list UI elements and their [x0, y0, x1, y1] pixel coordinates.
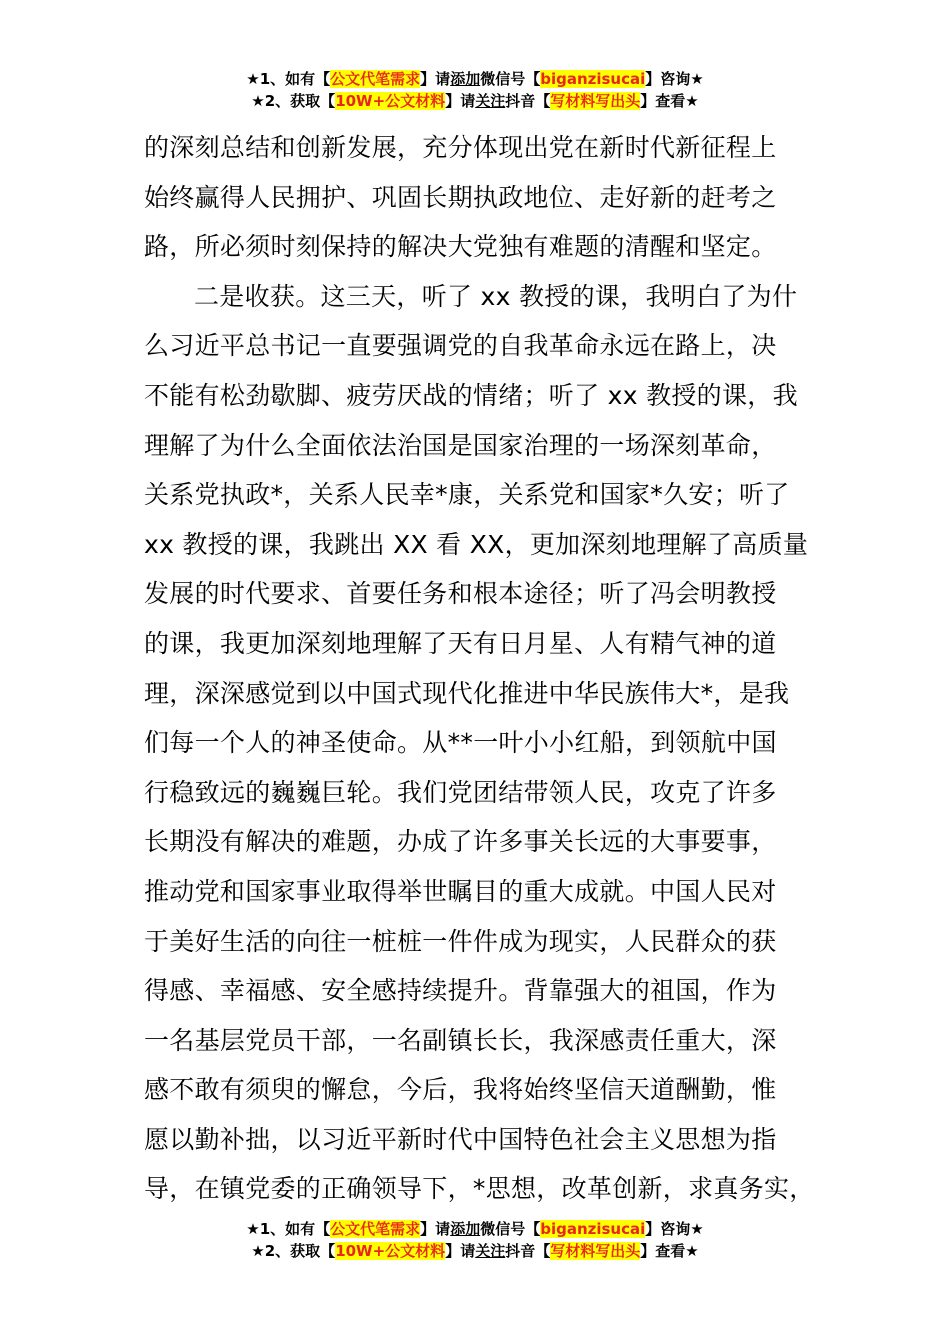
- highlight-douyin-account: 写材料写出头: [550, 92, 641, 110]
- banner-text: ★1、如有【: [246, 70, 331, 88]
- highlight-douyin-account: 写材料写出头: [550, 1242, 641, 1260]
- banner-line-2: [0, 1240, 950, 1262]
- body-line-paragraph-start: 二是收获。这三天，听了 xx 教授的课，我明白了为什: [194, 281, 798, 311]
- banner-text: 】查看★: [640, 1242, 699, 1260]
- banner-text: 】咨询★: [645, 70, 704, 88]
- banner-line-1: [0, 68, 950, 90]
- body-line: 关系党执政*，关系人民幸*康，关系党和国家*久安；听了: [144, 480, 790, 510]
- body-line: 得感、幸福感、安全感持续提升。背靠强大的祖国，作为: [144, 976, 777, 1006]
- body-line: 发展的时代要求、首要任务和根本途径；听了冯会明教授: [144, 579, 777, 609]
- body-line: 的深刻总结和创新发展，充分体现出党在新时代新征程上: [144, 133, 777, 162]
- banner-underlined-text: 添加: [450, 70, 481, 88]
- body-line: 长期没有解决的难题，办成了许多事关长远的大事要事，: [144, 827, 777, 857]
- banner-line-2: [0, 90, 950, 112]
- highlight-wechat-id: biganzisucai: [540, 70, 646, 88]
- body-line: xx 教授的课，我跳出 XX 看 XX，更加深刻地理解了高质量: [144, 529, 809, 559]
- banner-text: 】咨询★: [645, 1220, 704, 1238]
- highlight-materials: 10W+公文材料: [335, 92, 446, 110]
- banner-text: 抖音【: [505, 1242, 551, 1260]
- banner-text: 】请: [445, 1242, 476, 1260]
- footer-banner: [0, 1218, 950, 1262]
- banner-text: 】请: [420, 70, 451, 88]
- body-line: 感不敢有须臾的懈怠，今后，我将始终坚信天道酬勤，惟: [144, 1075, 777, 1105]
- body-line: 的课，我更加深刻地理解了天有日月星、人有精气神的道: [144, 628, 777, 658]
- highlight-wechat-id: biganzisucai: [540, 1220, 646, 1238]
- banner-text: 微信号【: [480, 70, 541, 88]
- body-line: 推动党和国家事业取得举世瞩目的重大成就。中国人民对: [144, 876, 777, 906]
- banner-underlined-text: 添加: [450, 1220, 481, 1238]
- document-body: [144, 123, 816, 1214]
- body-line: 导，在镇党委的正确领导下，*思想，改革创新，求真务实，: [144, 1174, 815, 1204]
- highlight-need-ghostwriting: 公文代笔需求: [330, 70, 421, 88]
- highlight-materials: 10W+公文材料: [335, 1242, 446, 1260]
- banner-underlined-text: 关注: [475, 92, 506, 110]
- body-line: 理解了为什么全面依法治国是国家治理的一场深刻革命，: [144, 430, 777, 460]
- banner-text: ★1、如有【: [246, 1220, 331, 1238]
- banner-text: 】请: [445, 92, 476, 110]
- body-line: 行稳致远的巍巍巨轮。我们党团结带领人民，攻克了许多: [144, 777, 777, 807]
- banner-text: ★2、获取【: [251, 92, 336, 110]
- body-line: 始终赢得人民拥护、巩固长期执政地位、走好新的赶考之: [144, 182, 777, 212]
- body-line: 么习近平总书记一直要强调党的自我革命永远在路上，决: [144, 331, 777, 361]
- banner-underlined-text: 关注: [475, 1242, 506, 1260]
- banner-text: 抖音【: [505, 92, 551, 110]
- body-line: 一名基层党员干部，一名副镇长长，我深感责任重大，深: [144, 1025, 777, 1055]
- body-line: 于美好生活的向往一桩桩一件件成为现实，人民群众的获: [144, 926, 777, 956]
- banner-text: 微信号【: [480, 1220, 541, 1238]
- banner-text: 】请: [420, 1220, 451, 1238]
- body-line: 们每一个人的神圣使命。从**一叶小小红船，到领航中国: [144, 728, 777, 758]
- body-line: 理，深深感觉到以中国式现代化推进中华民族伟大*，是我: [144, 678, 790, 708]
- body-line: 愿以勤补拙，以习近平新时代中国特色社会主义思想为指: [144, 1124, 777, 1154]
- banner-line-1: [0, 1218, 950, 1240]
- body-line: 路，所必须时刻保持的解决大党独有难题的清醒和坚定。: [144, 232, 777, 262]
- header-banner: [0, 68, 950, 112]
- body-line: 不能有松劲歇脚、疲劳厌战的情绪；听了 xx 教授的课，我: [144, 380, 798, 410]
- banner-text: 】查看★: [640, 92, 699, 110]
- highlight-need-ghostwriting: 公文代笔需求: [330, 1220, 421, 1238]
- banner-text: ★2、获取【: [251, 1242, 336, 1260]
